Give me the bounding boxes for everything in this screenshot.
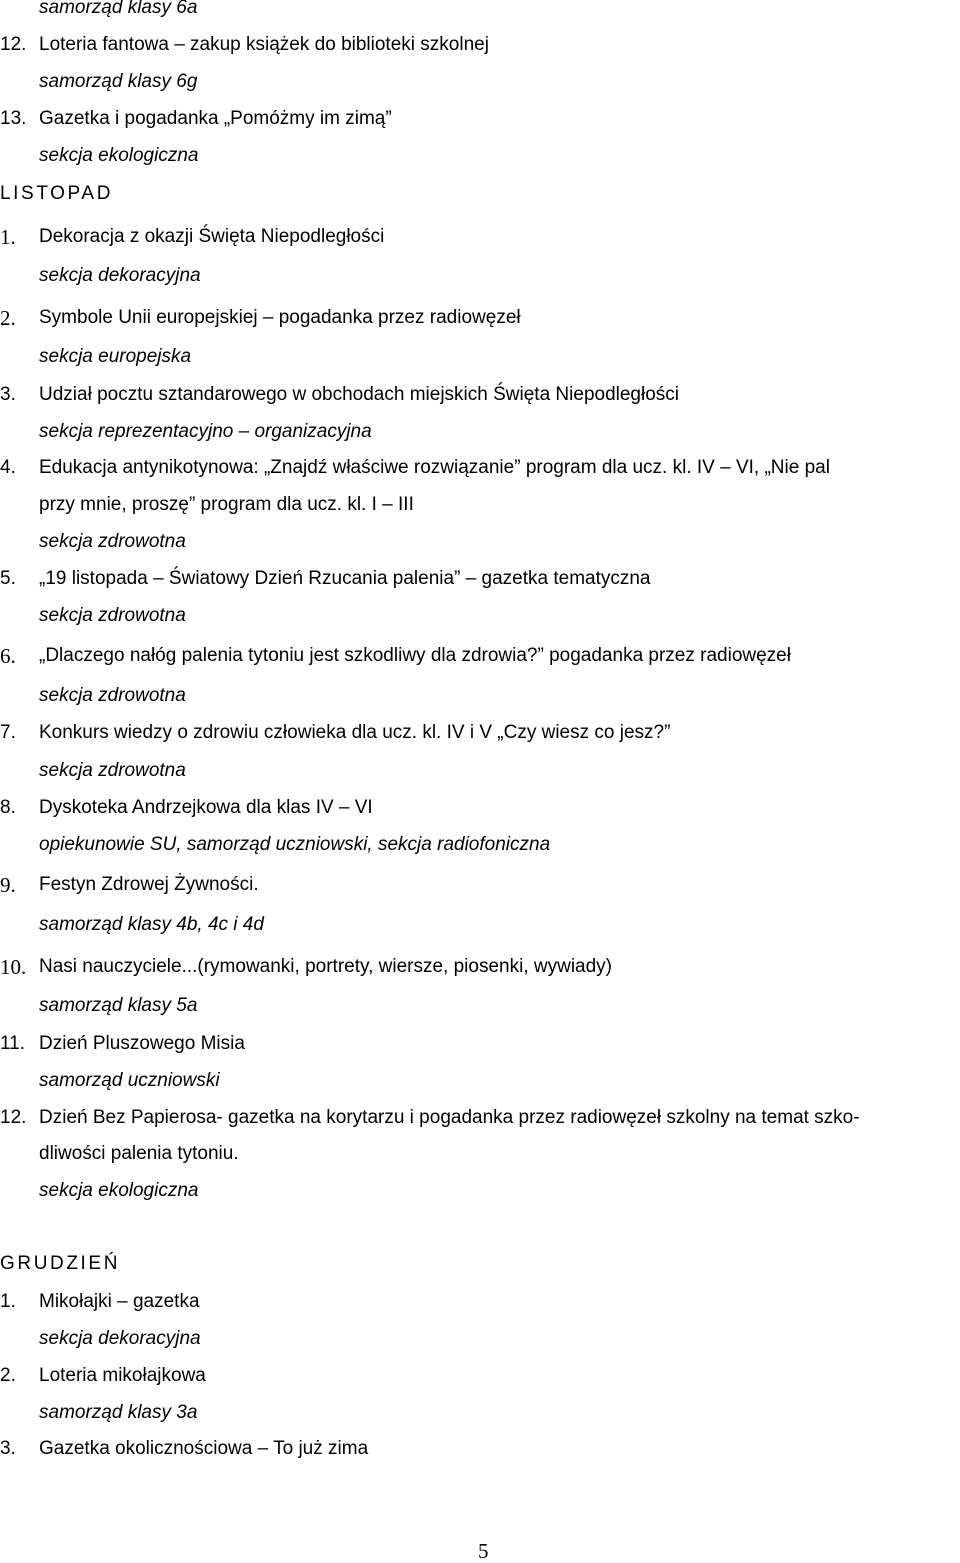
item-text: Mikołajki – gazetka bbox=[39, 1291, 200, 1312]
item-number: 5. bbox=[0, 568, 16, 589]
item-subtitle: samorząd klasy 6g bbox=[39, 71, 198, 92]
item-number: 3. bbox=[0, 384, 16, 405]
item-text: Dzień Pluszowego Misia bbox=[39, 1033, 245, 1054]
item-number: 4. bbox=[0, 457, 16, 478]
item-text: Dzień Bez Papierosa- gazetka na korytarzu i pogadanka przez radiowęzeł szkolny na temat szko- bbox=[39, 1107, 860, 1128]
item-text: Nasi nauczyciele...(rymowanki, portrety, wiersze, piosenki, wywiady) bbox=[39, 956, 612, 977]
item-text: Loteria mikołajkowa bbox=[39, 1365, 206, 1386]
item-text: „19 listopada – Światowy Dzień Rzucania palenia” – gazetka tematyczna bbox=[39, 568, 651, 589]
item-subtitle: sekcja reprezentacyjno – organizacyjna bbox=[39, 421, 372, 442]
section-heading-grudzien: GRUDZIEŃ bbox=[0, 1253, 121, 1274]
item-text-continuation: przy mnie, proszę” program dla ucz. kl. I – III bbox=[39, 494, 414, 515]
item-number: 10. bbox=[0, 955, 27, 979]
item-text: Gazetka i pogadanka „Pomóżmy im zimą” bbox=[39, 108, 392, 129]
item-number: 2. bbox=[0, 306, 16, 330]
item-text: Konkurs wiedzy o zdrowiu człowieka dla ucz. kl. IV i V „Czy wiesz co jesz?” bbox=[39, 722, 671, 743]
item-number: 13. bbox=[0, 108, 27, 129]
page-number: 5 bbox=[478, 1539, 489, 1563]
item-text: Edukacja antynikotynowa: „Znajdź właściwe rozwiązanie” program dla ucz. kl. IV – VI, „Nie pal bbox=[39, 457, 830, 478]
item-subtitle: sekcja dekoracyjna bbox=[39, 265, 201, 286]
section-heading-listopad: LISTOPAD bbox=[0, 183, 114, 204]
item-text: Dyskoteka Andrzejkowa dla klas IV – VI bbox=[39, 797, 373, 818]
item-subtitle: sekcja europejska bbox=[39, 346, 192, 367]
item-number: 11. bbox=[0, 1033, 26, 1054]
item-text: Symbole Unii europejskiej – pogadanka przez radiowęzeł bbox=[39, 307, 521, 328]
item-subtitle: sekcja zdrowotna bbox=[39, 685, 186, 706]
item-text: Loteria fantowa – zakup książek do biblioteki szkolnej bbox=[39, 34, 489, 55]
item-text: Dekoracja z okazji Święta Niepodległości bbox=[39, 226, 385, 247]
item-number: 9. bbox=[0, 873, 16, 897]
item-subtitle: sekcja dekoracyjna bbox=[39, 1328, 201, 1349]
item-number: 8. bbox=[0, 797, 16, 818]
item-text: Udział pocztu sztandarowego w obchodach miejskich Święta Niepodległości bbox=[39, 384, 680, 405]
item-text: Gazetka okolicznościowa – To już zima bbox=[39, 1438, 369, 1459]
item-subtitle: sekcja ekologiczna bbox=[39, 1180, 199, 1201]
item-subtitle: samorząd uczniowski bbox=[39, 1070, 220, 1091]
item-subtitle: samorząd klasy 4b, 4c i 4d bbox=[39, 914, 264, 935]
item-subtitle: sekcja ekologiczna bbox=[39, 145, 199, 166]
item-subtitle: samorząd klasy 3a bbox=[39, 1402, 198, 1423]
item-number: 3. bbox=[0, 1438, 16, 1459]
item-subtitle: sekcja zdrowotna bbox=[39, 531, 186, 552]
item-number: 1. bbox=[0, 1291, 16, 1312]
item-subtitle: sekcja zdrowotna bbox=[39, 760, 186, 781]
item-number: 6. bbox=[0, 644, 16, 668]
item-number: 1. bbox=[0, 225, 16, 249]
item-subtitle: samorząd klasy 6a bbox=[39, 0, 198, 18]
item-subtitle: opiekunowie SU, samorząd uczniowski, sekcja radiofoniczna bbox=[39, 834, 551, 855]
item-subtitle: sekcja zdrowotna bbox=[39, 605, 186, 626]
item-subtitle: samorząd klasy 5a bbox=[39, 995, 198, 1016]
item-number: 7. bbox=[0, 722, 16, 743]
item-text: Festyn Zdrowej Żywności. bbox=[39, 874, 259, 895]
item-number: 2. bbox=[0, 1365, 16, 1386]
item-number: 12. bbox=[0, 34, 27, 55]
item-number: 12. bbox=[0, 1107, 27, 1128]
item-text-continuation: dliwości palenia tytoniu. bbox=[39, 1143, 239, 1164]
item-text: „Dlaczego nałóg palenia tytoniu jest szkodliwy dla zdrowia?” pogadanka przez radiowęzeł bbox=[39, 645, 791, 666]
